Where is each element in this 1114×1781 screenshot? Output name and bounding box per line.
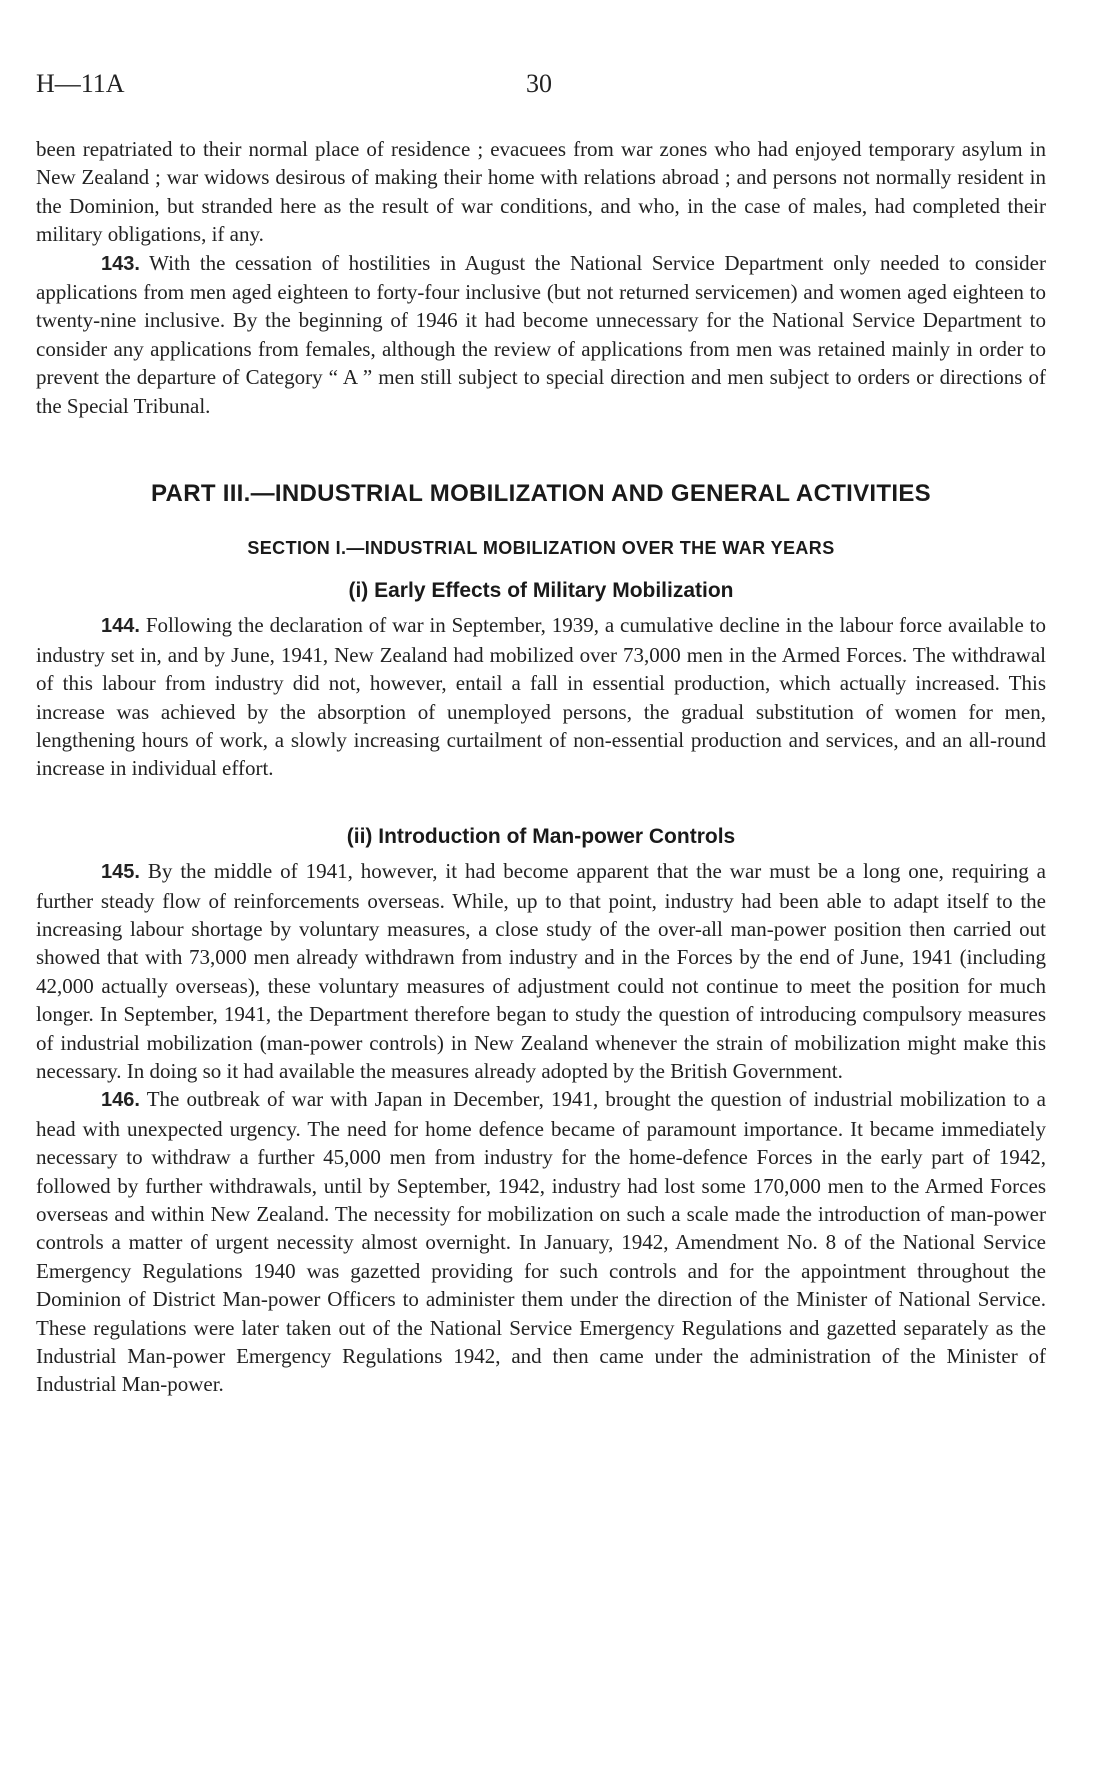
subsection-heading-ii: (ii) Introduction of Man-power Controls: [346, 824, 736, 848]
page-number: 30: [526, 69, 552, 98]
page-body: [36, 135, 1046, 1399]
part-heading: PART III.—INDUSTRIAL MOBILIZATION AND GENERAL ACTIVITIES: [151, 480, 931, 508]
paragraph-number: 145.: [101, 861, 140, 884]
paragraph-145: [36, 857, 1046, 1085]
paragraph-number: 146.: [101, 1089, 140, 1112]
paragraph-number: 144.: [101, 615, 140, 638]
paragraph-144: [36, 611, 1046, 782]
paragraph-number: 143.: [101, 252, 140, 275]
page-header: [36, 64, 1046, 104]
paragraph-text: Following the declaration of war in September, 1939, a cumulative decline in the labour force available to industry set in, and by June, 1941, New Zealand had mobilized over 73,000 men in the Armed Forces. The withdrawal of this labour from industry did not, however, entail a fall in essential production, which actually increased. This increase was achieved by the absorption of unemployed persons, the gradual substitution of women for men, lengthening hours of work, a slowly increasing curtailment of non-essential production and services, and an all-round increase in individual effort.: [36, 613, 1046, 781]
section-heading: SECTION I.—INDUSTRIAL MOBILIZATION OVER THE WAR YEARS: [247, 538, 835, 559]
document-reference: H—11A: [36, 69, 125, 98]
subsection-heading-i: (i) Early Effects of Military Mobilization: [348, 578, 734, 602]
paragraph-146: [36, 1085, 1046, 1398]
paragraph-text: With the cessation of hostilities in August the National Service Department only needed to consider applications from men aged eighteen to forty-four inclusive (but not returned servicemen) and women aged eighteen to twenty-nine inclusive. By the beginning of 1946 it had become unnecessary for the National Service Department to consider any applications from females, although the review of applications from men was retained mainly in order to prevent the departure of Category “ A ” men still subject to special direction and men subject to orders or directions of the Special Tribunal.: [36, 250, 1046, 418]
paragraph-143: [36, 249, 1046, 420]
paragraph-text: The outbreak of war with Japan in December, 1941, brought the question of industrial mobilization to a head with unexpected urgency. The need for home defence became of paramount importance. It became immediately necessary to withdraw a further 45,000 men from industry for the home-defence Forces in the early part of 1942, followed by further withdrawals, until by September, 1942, industry had lost some 170,000 men to the Armed Forces overseas and within New Zealand. The necessity for mobilization on such a scale made the introduction of man-power controls a matter of urgent necessity almost overnight. In January, 1942, Amendment No. 8 of the National Service Emergency Regulations 1940 was gazetted providing for such controls and for the appointment throughout the Dominion of District Man-power Officers to administer them under the direction of the Minister of National Service. These regulations were later taken out of the National Service Emergency Regulations and gazetted separately as the Industrial Man-power Emergency Regulations 1942, and then came under the administration of the Minister of Industrial Man-power.: [36, 1087, 1046, 1397]
paragraph-text: By the middle of 1941, however, it had become apparent that the war must be a long one, requiring a further steady flow of reinforcements overseas. While, up to that point, industry had been able to adapt itself to the increasing labour shortage by voluntary measures, a close study of the over-all man-power position then carried out showed that with 73,000 men already withdrawn from industry and in the Forces by the end of June, 1941 (including 42,000 actually overseas), these voluntary measures of adjustment could not continue to meet the position for much longer. In September, 1941, the Department therefore began to study the question of introducing compulsory measures of industrial mobilization (man-power controls) in New Zealand whenever the strain of mobilization might make this necessary. In doing so it had available the measures already adopted by the British Government.: [36, 859, 1046, 1083]
paragraph-continued: been repatriated to their normal place of residence ; evacuees from war zones who had enjoyed temporary asylum in New Zealand ; war widows desirous of making their home with relations abroad ; and persons not normally resident in the Dominion, but stranded here as the result of war conditions, and who, in the case of males, had completed their military obligations, if any.: [36, 137, 1046, 247]
